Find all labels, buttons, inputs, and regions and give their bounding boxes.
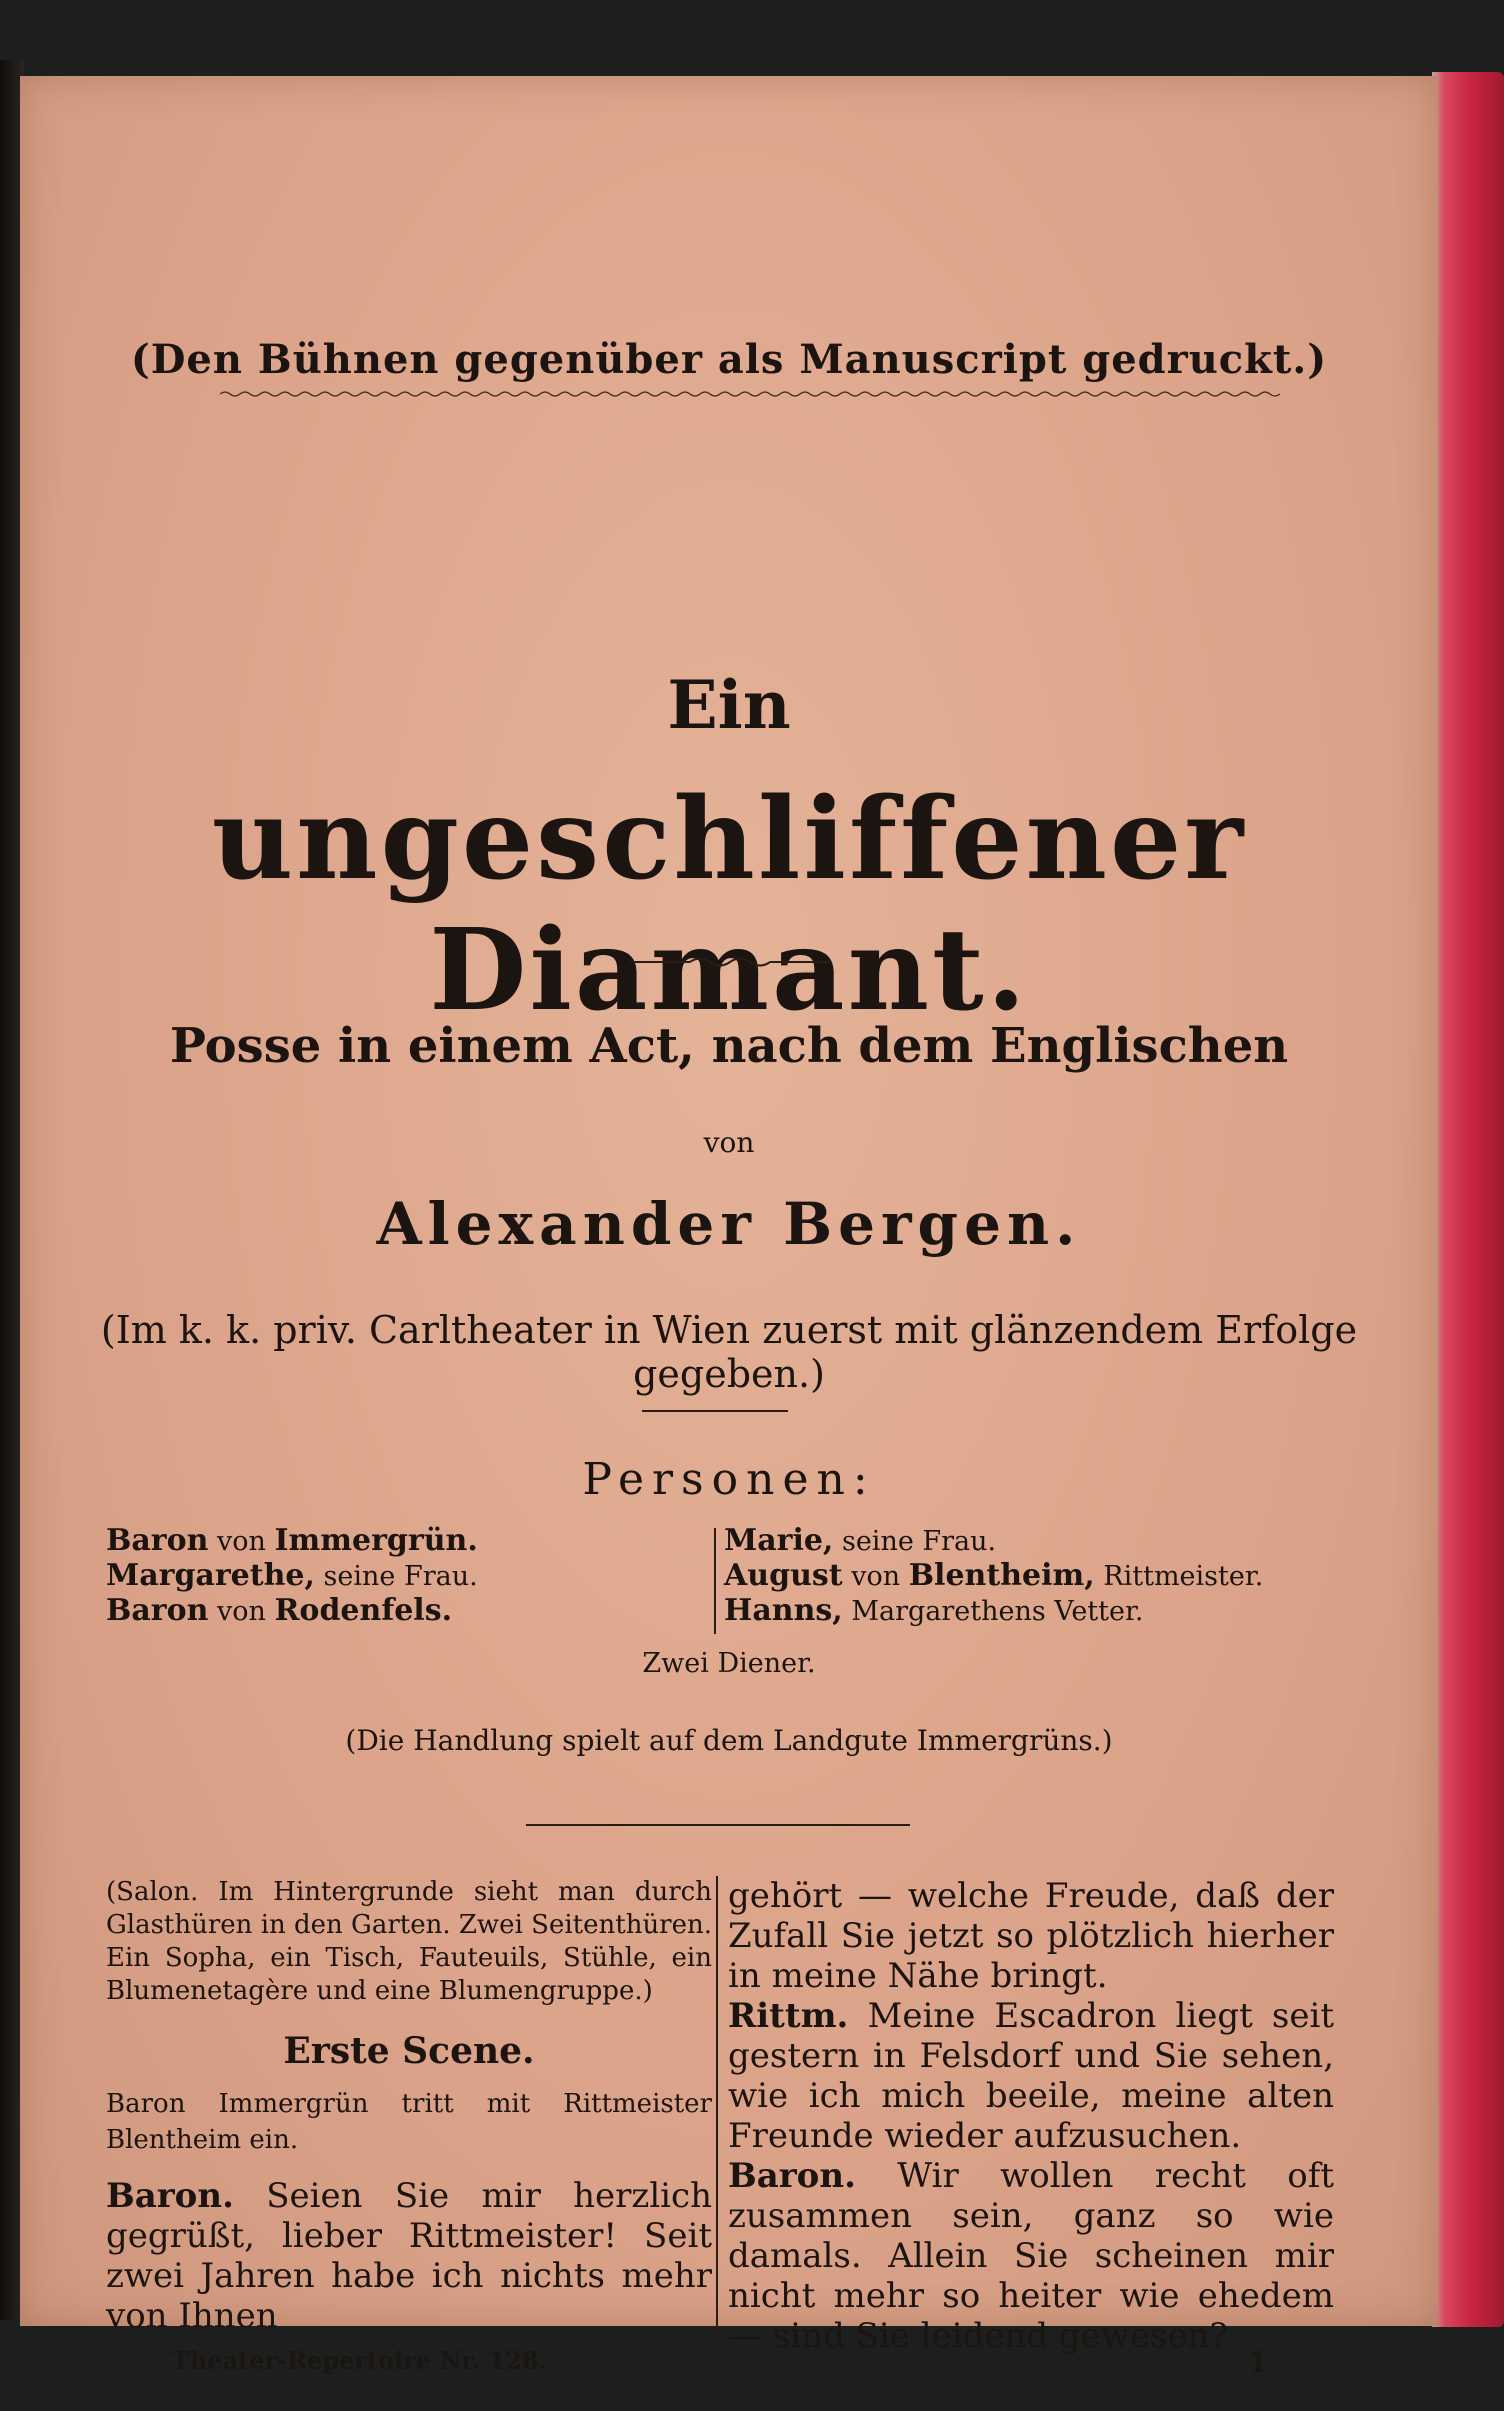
cast-name: Marie,: [724, 1523, 834, 1558]
speaker-name: Baron.: [728, 2156, 856, 2196]
cast-name: Rodenfels.: [274, 1593, 453, 1628]
wavy-underline: [220, 390, 1280, 398]
cast-detail: von: [208, 1596, 275, 1627]
dialog-paragraph: [728, 1996, 1334, 2156]
cast-name: Immergrün.: [274, 1523, 478, 1558]
page-edge-red: [1432, 72, 1504, 2327]
cast-list-right: [724, 1524, 1263, 1629]
setting-note: (Die Handlung spielt auf dem Landgute Immergrüns.): [345, 1724, 1113, 1757]
dialog-paragraph: [106, 2176, 712, 2336]
cast-list-left: [106, 1524, 478, 1629]
cast-name: Margarethe,: [106, 1558, 315, 1593]
dialog-paragraph: [728, 2156, 1334, 2356]
cast-heading: Personen:: [582, 1454, 876, 1505]
text-column-right: [728, 1876, 1334, 2356]
cast-entry: [106, 1594, 478, 1629]
cast-detail: von: [208, 1526, 275, 1557]
scene-direction: Baron Immergrün tritt mit Rittmeister Blentheim ein.: [106, 2089, 712, 2155]
footer-series: Theater-Repertoire Nr. 128.: [172, 2346, 548, 2375]
speaker-name: Baron.: [106, 2176, 234, 2216]
cast-name: August: [724, 1558, 843, 1593]
page-number: 1: [1248, 2346, 1268, 2379]
premiere-note: (Im k. k. priv. Carltheater in Wien zuerst mit glänzendem Erfolge gegeben.): [100, 1308, 1358, 1396]
cast-entry: [724, 1524, 1263, 1559]
speech-text: Meine Escadron liegt seit gestern in Felsdorf und Sie sehen, wie ich mich beeile, meine alten Freunde wieder aufzusuchen.: [728, 1996, 1334, 2156]
cast-detail: von: [842, 1561, 909, 1592]
cast-name: Blentheim,: [908, 1558, 1095, 1593]
cast-entry: [106, 1524, 478, 1559]
cast-detail: seine Frau.: [833, 1526, 997, 1557]
book-page: [20, 76, 1438, 2379]
cast-entry: [724, 1559, 1263, 1594]
cast-detail: seine Frau.: [314, 1561, 478, 1592]
dialog-continuation: gehört — welche Freude, daß der Zufall Sie jetzt so plötzlich hierher in meine Nähe bringt.: [728, 1876, 1334, 1996]
servants-line: Zwei Diener.: [642, 1648, 816, 1679]
title-line-2: ungeschliffener Diamant.: [211, 774, 1247, 1036]
cast-detail: Margarethens Vetter.: [842, 1596, 1144, 1627]
long-rule: [526, 1824, 910, 1826]
cast-detail: Rittmeister.: [1094, 1561, 1264, 1592]
short-rule: [642, 1410, 788, 1412]
stage-direction: (Salon. Im Hintergrunde sieht man durch Glasthüren in den Garten. Zwei Seitenthüren. Ein Sopha, ein Tisch, Fauteuils, Stühle, ein Blumenetagère und eine Blumengruppe.): [106, 1877, 713, 2006]
cast-entry: [724, 1594, 1263, 1629]
cast-entry: [106, 1559, 478, 1594]
cast-divider: [714, 1528, 716, 1634]
title-line-1: Ein: [667, 666, 791, 744]
speech-text: Wir wollen recht oft zusammen sein, ganz so wie damals. Allein Sie scheinen mir nicht mehr so heiter wie ehedem — sind Sie leidend gewesen?: [728, 2156, 1334, 2356]
cast-name: Hanns,: [724, 1593, 843, 1628]
subtitle: Posse in einem Act, nach dem Englischen: [169, 1018, 1289, 1074]
by-line: von: [703, 1126, 755, 1159]
scene-heading: Erste Scene.: [283, 2030, 535, 2072]
text-column-left: [106, 1876, 712, 2336]
cast-name: Baron: [106, 1593, 209, 1628]
author-name: Alexander Bergen.: [376, 1190, 1082, 1258]
manuscript-note: (Den Bühnen gegenüber als Manuscript gedruckt.): [130, 336, 1328, 383]
speech-text: Seien Sie mir herzlich gegrüßt, lieber Rittmeister! Seit zwei Jahren habe ich nichts mehr von Ihnen: [106, 2176, 712, 2336]
ornament-divider: [630, 952, 830, 972]
speaker-name: Rittm.: [728, 1996, 849, 2036]
column-divider: [716, 1876, 718, 2332]
cast-name: Baron: [106, 1523, 209, 1558]
